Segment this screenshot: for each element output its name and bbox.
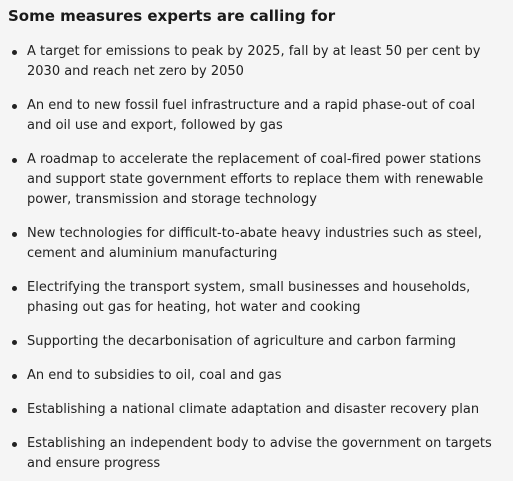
list-item [8,366,505,386]
list-item [8,400,505,420]
list-item [8,278,505,318]
list-item [8,96,505,136]
bullet-icon [8,224,27,244]
bullet-icon [8,366,27,386]
list-item-text: Establishing a national climate adaptation and disaster recovery plan [27,402,480,417]
bullet-icon [8,42,27,62]
list-item [8,150,505,210]
measures-list [8,42,505,474]
list-item-text: An end to subsidies to oil, coal and gas [27,368,282,383]
panel-heading: Some measures experts are calling for [8,7,336,25]
bullet-icon [8,96,27,116]
bullet-icon [8,150,27,170]
list-item-text: Electrifying the transport system, small businesses and households, phasing out gas for heating, hot water and cooking [27,280,471,315]
bullet-icon [8,278,27,298]
bullet-icon [8,332,27,352]
list-item [8,42,505,82]
list-item-text: A roadmap to accelerate the replacement of coal-fired power stations and support state government efforts to replace them with renewable power, transmission and storage technology [27,152,484,207]
list-item [8,332,505,352]
list-item-text: An end to new fossil fuel infrastructure and a rapid phase-out of coal and oil use and export, followed by gas [27,98,476,133]
bullet-icon [8,434,27,454]
list-item [8,434,505,474]
list-item-text: Establishing an independent body to advise the government on targets and ensure progress [27,436,492,471]
list-item-text: A target for emissions to peak by 2025, fall by at least 50 per cent by 2030 and reach net zero by 2050 [27,44,481,79]
list-item-text: Supporting the decarbonisation of agriculture and carbon farming [27,334,457,349]
list-item [8,224,505,264]
bullet-icon [8,400,27,420]
list-item-text: New technologies for difficult-to-abate heavy industries such as steel, cement and aluminium manufacturing [27,226,482,261]
